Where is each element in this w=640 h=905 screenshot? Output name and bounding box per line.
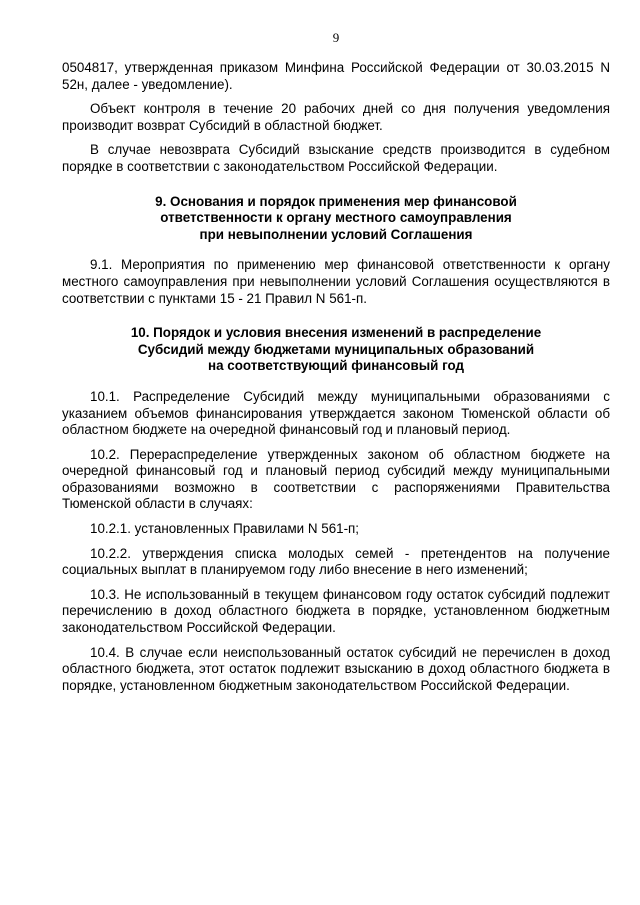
paragraph-continuation: 0504817, утвержденная приказом Минфина Российской Федерации от 30.03.2015 N 52н, далее - уведомление). [62,60,610,92]
paragraph-10-2-1: 10.2.1. установленных Правилами N 561-п; [90,521,360,537]
paragraph-court-recovery: В случае невозврата Субсидий взыскание средств производится в судебном порядке в соответствии с законодательством Российской Федерации. [62,142,610,174]
section-9-heading-line-3: при невыполнении условий Соглашения [199,226,473,242]
section-10-heading-line-1: 10. Порядок и условия внесения изменений в распределение [130,325,542,341]
paragraph-9-1: 9.1. Мероприятия по применению мер финансовой ответственности к органу местного самоуправления при невыполнении условий Соглашения осуществляются в соответствии с пунктами 15 - 21 Правил N 561-п. [62,257,610,306]
section-10-heading-line-2: Субсидий между бюджетами муниципальных образований [137,341,535,357]
paragraph-10-3: 10.3. Не использованный в текущем финансовом году остаток субсидий подлежит перечислению в доход областного бюджета в порядке, установленном бюджетным законодательством Российской Федерации. [62,586,610,636]
paragraph-10-2: 10.2. Перераспределение утвержденных законом об областном бюджете на очередной финансовый год и плановый период субсидий между муниципальными образованиями возможно в соответствии с распоряжениями Правительства Тюменской области в случаях: [62,446,610,512]
paragraph-10-4: 10.4. В случае если неиспользованный остаток субсидий не перечислен в доход областного бюджета, этот остаток подлежит взысканию в доход областного бюджета в порядке, установленном бюджетным законодательством Российской Федерации. [62,644,610,693]
document-page [62,30,610,890]
section-10-heading-line-3: на соответствующий финансовый год [208,358,464,374]
section-9-heading-line-1: 9. Основания и порядок применения мер финансовой [155,193,517,209]
paragraph-10-2-2: 10.2.2. утверждения списка молодых семей - претендентов на получение социальных выплат в планируемом году либо внесение в него изменений; [62,545,610,578]
paragraph-10-1: 10.1. Распределение Субсидий между муниципальными образованиями с указанием объемов финансирования утверждается законом Тюменской области об областном бюджете на очередной финансовый год и плановый период. [62,388,610,438]
section-9-heading-line-2: ответственности к органу местного самоуправления [160,210,512,226]
section-10-heading [62,325,610,375]
paragraph-refund-term: Объект контроля в течение 20 рабочих дней со дня получения уведомления производит возврат Субсидий в областной бюджет. [62,101,610,133]
section-9-heading [62,194,610,244]
page-number: 9 [332,30,340,45]
